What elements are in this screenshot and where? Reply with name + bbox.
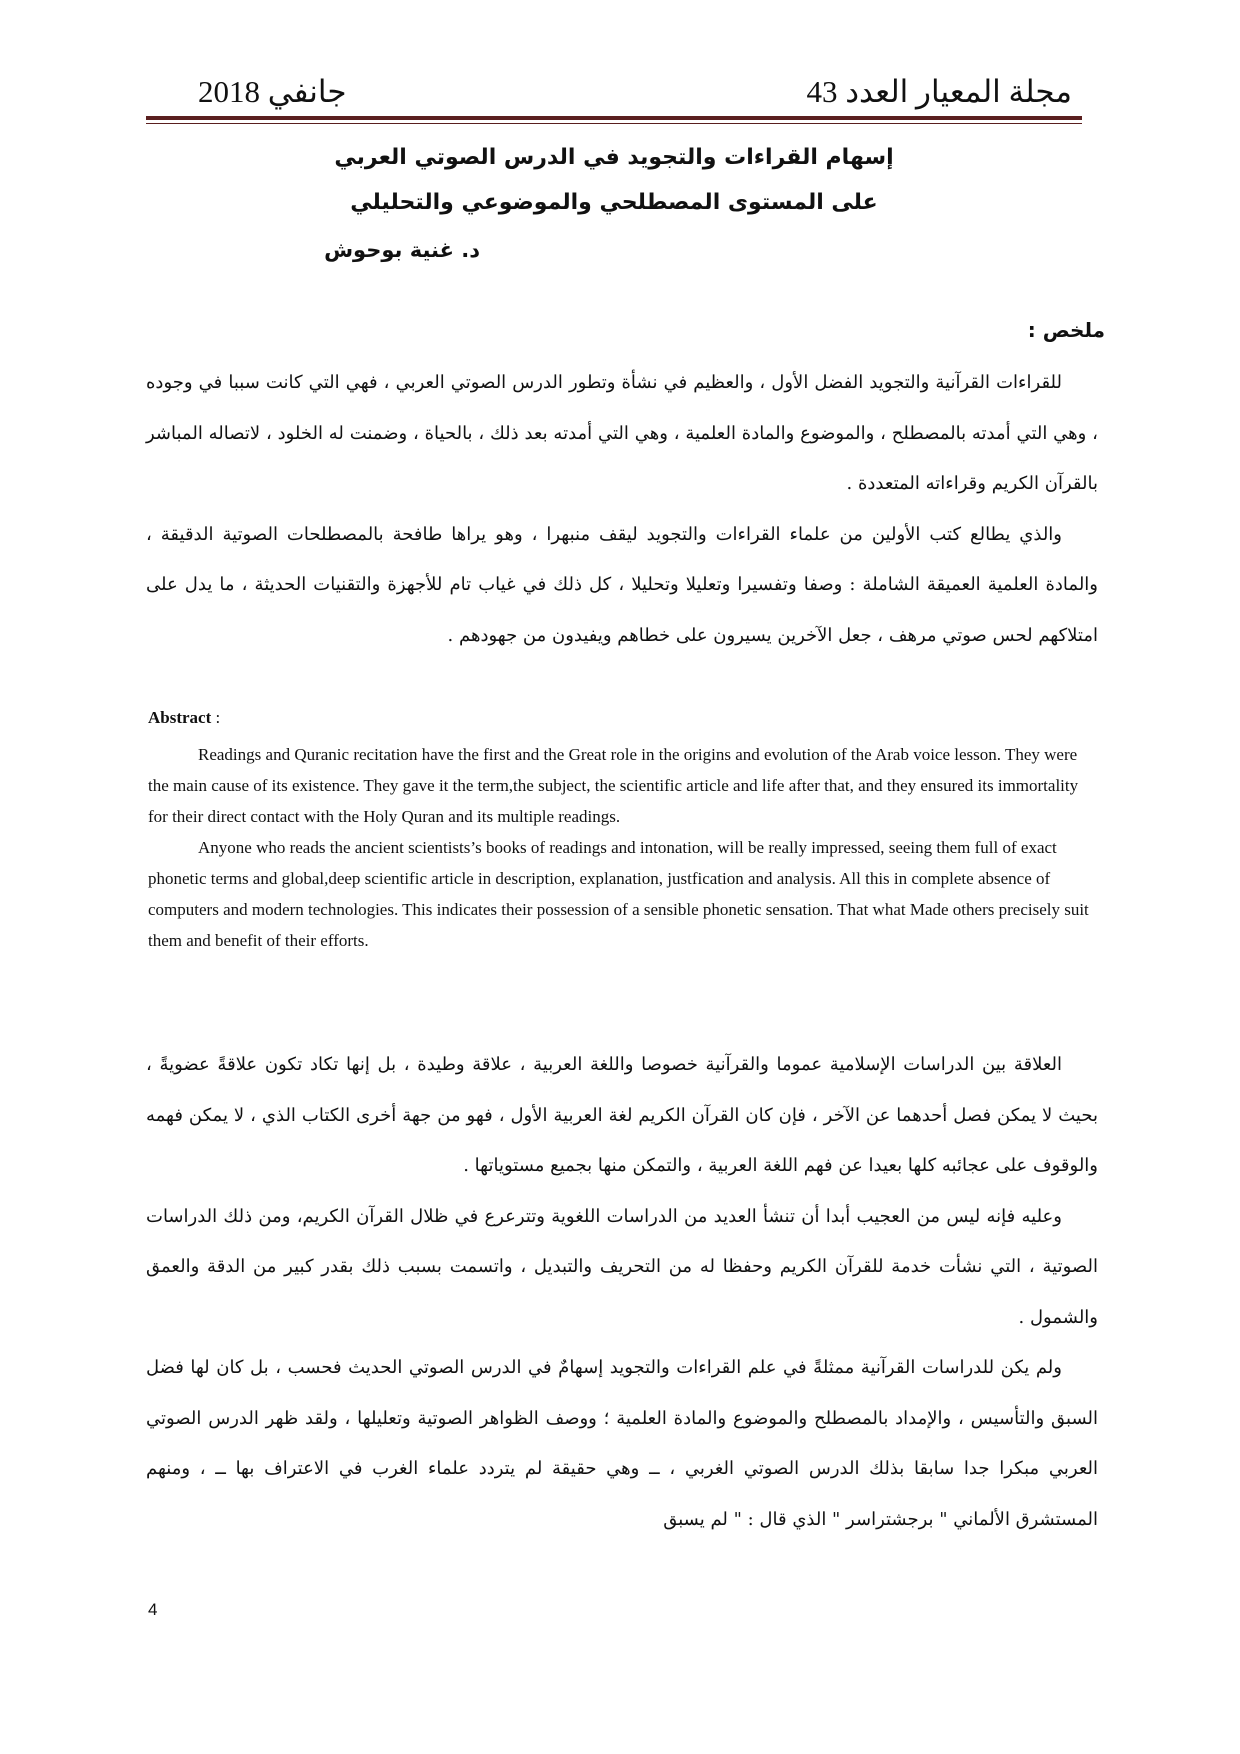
abstract-section bbox=[148, 739, 1096, 956]
journal-issue: مجلة المعيار العدد 43 bbox=[806, 74, 1072, 109]
body-paragraph-1: العلاقة بين الدراسات الإسلامية عموما والقرآنية خصوصا واللغة العربية ، علاقة وطيدة ، بل إنها تكاد تكون علاقةً عضويةً ، بحيث لا يمكن فصل أحدهما عن الآخر ، فإن كان القرآن الكريم لغة العربية الأول ، فهو من جهة أخرى الكتاب الذي ، لا يمكن فهمه والوقوف على عجائبه كلها بعيدا عن فهم اللغة العربية ، والتمكن منها بجميع مستوياتها . bbox=[146, 1054, 1098, 1176]
abstract-heading-label: Abstract bbox=[148, 708, 212, 727]
abstract-heading-colon: : bbox=[211, 708, 221, 727]
summary-paragraph-2: والذي يطالع كتب الأولين من علماء القراءات والتجويد ليقف منبهرا ، وهو يراها طافحة بالمصطلحات الصوتية الدقيقة ، والمادة العلمية العميقة الشاملة : وصفا وتفسيرا وتعليلا وتحليلا ، كل ذلك في غياب تام للأجهزة والتقنيات الحديثة ، ما يدل على امتلاكهم لحس صوتي مرهف ، جعل الآخرين يسيرون على خطاهم ويفيدون من جهودهم . bbox=[146, 523, 1098, 646]
summary-paragraph-1: للقراءات القرآنية والتجويد الفضل الأول ، والعظيم في نشأة وتطور الدرس الصوتي العربي ، فهي التي كانت سببا في وجوده ، وهي التي أمدته بالمصطلح ، والموضوع والمادة العلمية ، وهي التي أمدته بعد ذلك ، بالحياة ، وضمنت له الخلود ، لاتصاله المباشر بالقرآن الكريم وقراءاته المتعددة . bbox=[146, 372, 1098, 494]
abstract-paragraph-2: Anyone who reads the ancient scientists’s books of readings and intonation, will be really impressed, seeing them full of exact phonetic terms and global,deep scientific article in description, explanation, justfication and analysis. All this in complete absence of computers and modern technologies. This indicates their possession of a sensible phonetic sensation. That what Made others precisely suit them and benefit of their efforts. bbox=[148, 838, 1089, 950]
summary-heading: ملخص : bbox=[1027, 318, 1105, 342]
page-number: 4 bbox=[148, 1600, 158, 1619]
issue-date: جانفي 2018 bbox=[198, 74, 347, 109]
abstract-heading bbox=[148, 708, 220, 728]
article-title-line-1: إسهام القراءات والتجويد في الدرس الصوتي العربي bbox=[334, 145, 894, 170]
body-section bbox=[146, 1040, 1098, 1545]
header-rule-thin bbox=[146, 123, 1082, 124]
article-title-line-2: على المستوى المصطلحي والموضوعي والتحليلي bbox=[350, 190, 878, 215]
running-header bbox=[146, 70, 1082, 114]
author-name: د. غنية بوحوش bbox=[324, 238, 480, 262]
header-rule-thick bbox=[146, 116, 1082, 120]
summary-section bbox=[146, 358, 1098, 661]
body-paragraph-2: وعليه فإنه ليس من العجيب أبدا أن تنشأ العديد من الدراسات اللغوية وتترعرع في ظلال القرآن الكريم، ومن ذلك الدراسات الصوتية ، التي نشأت خدمة للقرآن الكريم وحفظا له من التحريف والتبديل ، واتسمت بسبب ذلك بقدر كبير من الدقة والعمق والشمول . bbox=[146, 1205, 1098, 1328]
abstract-paragraph-1: Readings and Quranic recitation have the first and the Great role in the origins and evolution of the Arab voice lesson. They were the main cause of its existence. They gave it the term,the subject, the scientific article and life after that, and they ensured its immortality for their direct contact with the Holy Quran and its multiple readings. bbox=[148, 745, 1079, 826]
body-paragraph-3: ولم يكن للدراسات القرآنية ممثلةً في علم القراءات والتجويد إسهامٌ في الدرس الصوتي الحديث فحسب ، بل كان لها فضل السبق والتأسيس ، والإمداد بالمصطلح والموضوع والمادة العلمية ؛ ووصف الظواهر الصوتية وتعليلها ، ولقد ظهر الدرس الصوتي العربي مبكرا جدا سابقا بذلك الدرس الصوتي الغربي ، ــ وهي حقيقة لم يتردد علماء الغرب في الاعتراف بها ــ ، ومنهم المستشرق الألماني " برجشتراسر " الذي قال : " لم يسبق bbox=[146, 1357, 1098, 1530]
